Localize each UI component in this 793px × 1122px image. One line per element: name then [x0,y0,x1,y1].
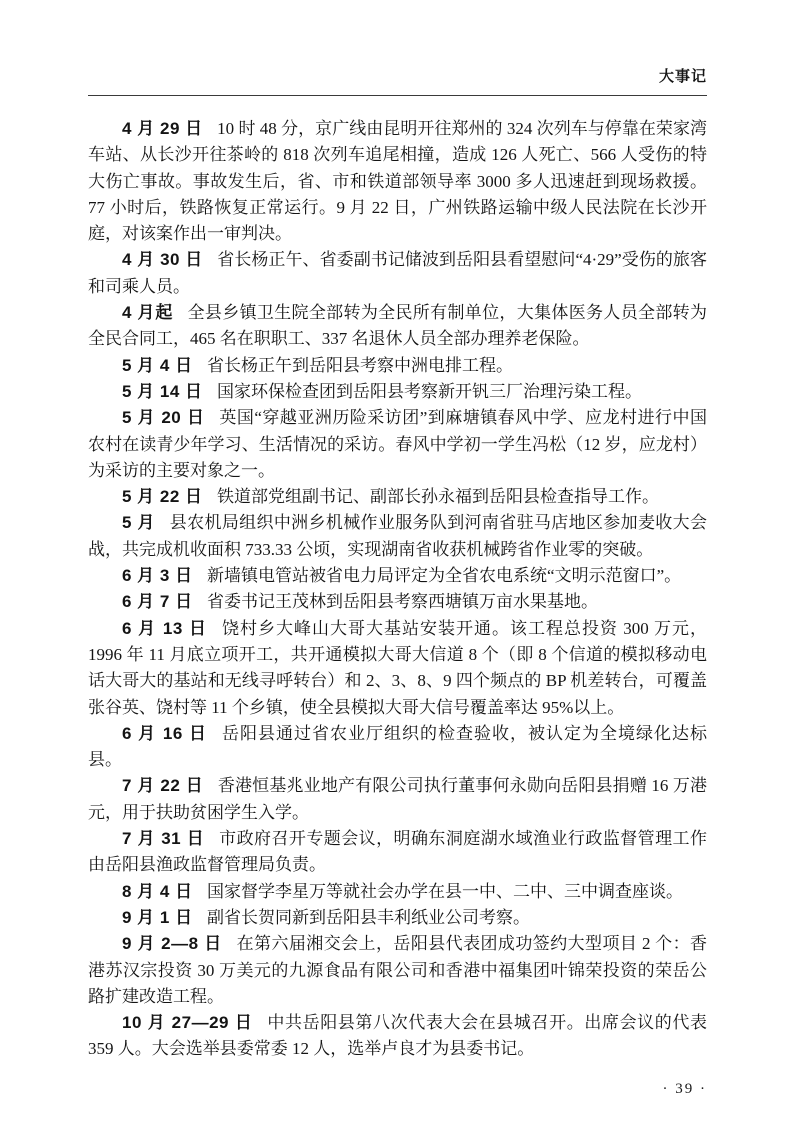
entry-text: 中共岳阳县第八次代表大会在县城召开。出席会议的代表 359 人。大会选举县委常委 12 人，选举卢良才为县委书记。 [88,1013,708,1059]
chronicle-entry [88,1010,707,1063]
entry-date: 6 月 13 日 [122,618,208,638]
entry-text: 10 时 48 分，京广线由昆明开往郑州的 324 次列车与停靠在荣家湾车站、从长沙开往茶岭的 818 次列车追尾相撞，造成 126 人死亡、566 人受伤的特大伤亡事故。事故发生后，省、市和铁道部领导率 3000 多人迅速赶到现场救援。77 小时后，铁路恢复正常运行。9 月 22 日，广州铁路运输中级人民法院在长沙开庭，对该案作出一审判决。 [88,119,707,244]
entry-text: 县农机局组织中洲乡机械作业服务队到河南省驻马店地区参加麦收大会战，共完成机收面积 733.33 公顷，实现湖南省收获机械跨省作业零的突破。 [88,513,707,559]
entry-date: 4 月起 [122,303,174,323]
entry-date: 6 月 3 日 [122,566,193,586]
chronicle-entry [88,905,707,931]
entry-date: 9 月 2—8 日 [122,934,223,954]
page-number: · 39 · [662,1080,707,1097]
entry-text: 国家环保检查团到岳阳县考察新开钒三厂治理污染工程。 [216,381,642,401]
chronicle-entry [88,879,707,905]
entry-date: 6 月 7 日 [122,592,193,612]
chronicle-entry [88,116,707,247]
chronicle-entry [88,379,707,405]
entry-text: 铁道部党组副书记、副部长孙永福到岳阳县检查指导工作。 [216,487,659,507]
chronicle-entry [88,589,707,615]
entry-date: 5 月 4 日 [122,355,193,375]
entry-text: 副省长贺同新到岳阳县丰利纸业公司考察。 [207,907,531,927]
chronicle-entry [88,353,707,379]
entry-text: 省委书记王茂林到岳阳县考察西塘镇万亩水果基地。 [207,592,599,612]
entry-text: 国家督学李星万等就社会办学在县一中、二中、三中调查座谈。 [207,881,684,901]
entry-text: 英国“穿越亚洲历险采访团”到麻塘镇春风中学、应龙村进行中国农村在读青少年学习、生活情况的采访。春风中学初一学生冯松（12 岁，应龙村）为采访的主要对象之一。 [88,408,707,480]
entry-text: 香港恒基兆业地产有限公司执行董事何永勋向岳阳县捐赠 16 万港元，用于扶助贫困学生入学。 [88,776,707,822]
entry-date: 5 月 20 日 [122,408,205,428]
entry-text: 全县乡镇卫生院全部转为全民所有制单位，大集体医务人员全部转为全民合同工，465 名在职职工、337 名退休人员全部办理养老保险。 [88,303,707,349]
chronicle-entry [88,405,707,484]
entry-date: 10 月 27—29 日 [122,1013,253,1033]
entry-date: 4 月 30 日 [122,250,203,270]
chronicle-entry [88,931,707,1010]
entry-text: 新墙镇电管站被省电力局评定为全省农电系统“文明示范窗口”。 [207,566,682,586]
chronicle-entry [88,247,707,300]
entry-date: 5 月 14 日 [122,381,203,401]
entry-date: 6 月 16 日 [122,723,208,743]
chronicle-entry [88,826,707,879]
entry-date: 8 月 4 日 [122,881,193,901]
entry-text: 省长杨正午到岳阳县考察中洲电排工程。 [207,355,514,375]
chronicle-body [88,96,707,1063]
chronicle-entry [88,563,707,589]
entry-date: 5 月 [122,513,156,533]
entry-text: 市政府召开专题会议，明确东洞庭湖水域渔业行政监督管理工作由岳阳县渔政监督管理局负责。 [88,829,707,875]
chronicle-entry [88,773,707,826]
entry-date: 4 月 29 日 [122,119,203,138]
entry-date: 5 月 22 日 [122,487,203,507]
chronicle-entry [88,300,707,353]
entry-text: 岳阳县通过省农业厅组织的检查验收，被认定为全境绿化达标县。 [88,723,707,770]
chronicle-entry [88,510,707,563]
running-head: 大事记 [88,68,707,96]
entry-date: 9 月 1 日 [122,907,193,927]
chronicle-entry [88,616,707,721]
entry-text: 省长杨正午、省委副书记储波到岳阳县看望慰问“4·29”受伤的旅客和司乘人员。 [88,250,707,296]
entry-text: 在第六届湘交会上，岳阳县代表团成功签约大型项目 2 个：香港苏汉宗投资 30 万美元的九源食品有限公司和香港中福集团叶锦荣投资的荣岳公路扩建改造工程。 [88,934,707,1006]
chronicle-entry [88,721,707,774]
entry-date: 7 月 31 日 [122,829,205,849]
entry-text: 饶村乡大峰山大哥大基站安装开通。该工程总投资 300 万元，1996 年 11 月底立项开工，共开通模拟大哥大信道 8 个（即 8 个信道的模拟移动电话大哥大的基站和无线寻呼转台）和 2、3、8、9 四个频点的 BP 机差转台，可覆盖张谷英、饶村等 11 个乡镇，使全县模拟大哥大信号覆盖率达 95%以上。 [88,618,707,717]
chronicle-entry [88,484,707,510]
entry-date: 7 月 22 日 [122,776,204,796]
